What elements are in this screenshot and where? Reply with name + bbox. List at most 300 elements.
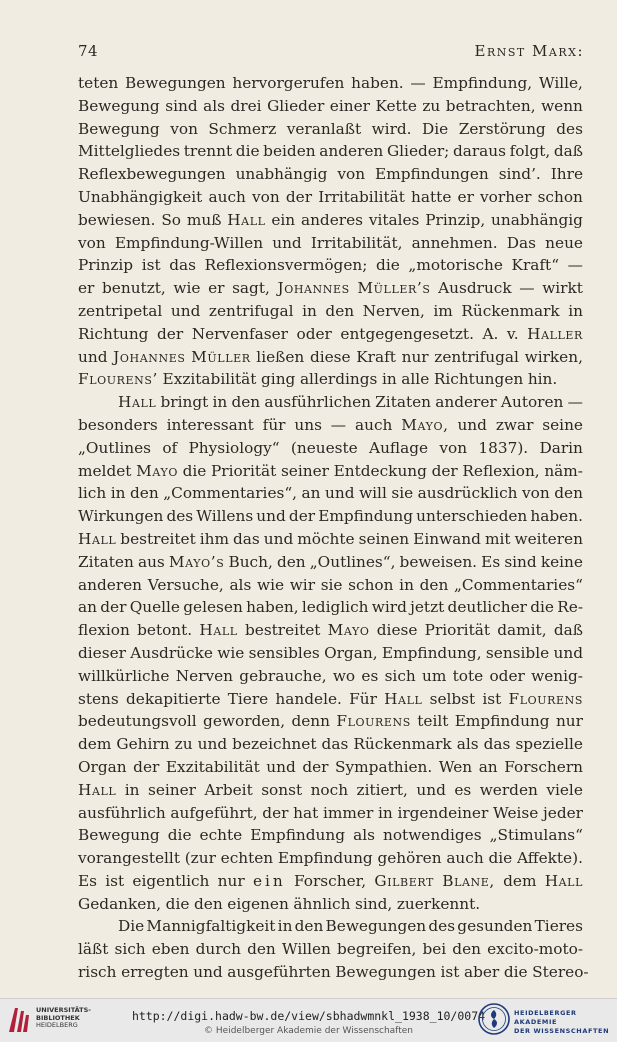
word: Organ [78, 757, 127, 776]
word: Irritabilität, [310, 233, 403, 252]
word: der [262, 803, 289, 822]
word: unabhängig [491, 210, 583, 229]
text-line [78, 847, 583, 870]
word: (zur [184, 849, 216, 868]
word: durch [195, 940, 241, 959]
word: excito-moto- [487, 940, 583, 959]
word: Johannes [277, 279, 350, 298]
word: dem [78, 735, 112, 754]
word: Reflexion, [462, 461, 540, 480]
word: will [359, 484, 387, 503]
word: die [376, 256, 400, 275]
word: Empfindung [318, 507, 414, 526]
word: Das [506, 233, 537, 252]
word: bei [422, 940, 447, 959]
academy-name-line-1: HEIDELBERGER AKADEMIE [514, 1009, 577, 1026]
word: ihm [199, 529, 229, 548]
word: bewiesen. [78, 210, 156, 229]
word: eben [151, 940, 190, 959]
text-line [78, 300, 583, 323]
word: von [439, 438, 468, 457]
text-line [78, 915, 583, 938]
word: der [431, 461, 458, 480]
text-line [78, 368, 583, 391]
academy-seal-icon [478, 1003, 510, 1035]
word: sonst [261, 780, 303, 799]
word: Empfindung [454, 712, 550, 731]
word: begreifen, [337, 940, 417, 959]
copyright-notice: © Heidelberger Akademie der Wissenschaften [204, 1026, 413, 1036]
word: „Outlines“, [309, 552, 396, 571]
word: die [165, 894, 190, 913]
word: Kraft“ [511, 256, 560, 275]
text-line [78, 619, 583, 642]
word: an [301, 484, 321, 503]
word: Johannes [113, 347, 186, 366]
word: viele [546, 780, 583, 799]
word: So [161, 210, 182, 229]
word: deutlicher [447, 598, 527, 617]
word: sind, [355, 894, 393, 913]
word: in [381, 370, 397, 389]
word: echte [199, 826, 243, 845]
word: diese [376, 621, 418, 640]
word: vorangestellt [78, 849, 180, 868]
word: willkürliche [78, 666, 170, 685]
word: an [478, 757, 498, 776]
word: den [325, 301, 355, 320]
word: Re- [557, 598, 583, 617]
word: gehören [377, 849, 442, 868]
word: für [262, 415, 286, 434]
word: oder [489, 666, 525, 685]
word: Prinzip [78, 256, 134, 275]
word: den [294, 917, 324, 936]
word: „Commentaries“, [163, 484, 298, 503]
word: bestreitet [244, 621, 321, 640]
word: eigentlich [132, 871, 210, 890]
word: „Outlines [78, 438, 152, 457]
word: anderen [78, 575, 143, 594]
word: und [553, 643, 583, 662]
word: und [325, 484, 355, 503]
word: seiner [280, 461, 329, 480]
word: sind [504, 552, 537, 571]
word: besonders [78, 415, 158, 434]
word: Exzitabilität [165, 757, 260, 776]
word: wird. [371, 119, 412, 138]
word: an [78, 598, 97, 617]
word: jetzt [410, 598, 445, 617]
word: sie [320, 575, 343, 594]
word: der [285, 187, 313, 206]
word: Gehirn [116, 735, 170, 754]
word: Zerstörung [458, 119, 546, 138]
word: der [157, 324, 184, 343]
word: der [302, 757, 329, 776]
word: wirkt [542, 279, 583, 298]
word: schon [537, 187, 583, 206]
word: ein [271, 210, 296, 229]
source-url-link[interactable]: http://digi.hadw-bw.de/view/sbhadwmnkl_1938_10/0074 [131, 1009, 486, 1023]
word: den [231, 393, 261, 412]
word: Empfindung [250, 826, 346, 845]
word: Bewegung [78, 826, 160, 845]
word: „motorische [408, 256, 503, 275]
word: wie [256, 575, 285, 594]
word: keine [540, 552, 583, 571]
word: und [416, 780, 446, 799]
word: hervorgerufen [232, 74, 345, 92]
word: zu [422, 96, 441, 115]
word: Exzitabilität [162, 370, 257, 389]
text-line [78, 756, 583, 779]
text-line [78, 437, 583, 460]
word: — [519, 279, 535, 298]
word: „Commentaries“ [453, 575, 583, 594]
text-line [78, 596, 583, 619]
word: von [252, 187, 280, 206]
word: muß [186, 210, 222, 229]
word: drei [230, 96, 262, 115]
text-line [78, 642, 583, 665]
word: Nerven, [362, 301, 425, 320]
word: beweisen. [399, 552, 478, 571]
word: Physiology“ [188, 438, 280, 457]
word: nur [555, 712, 583, 731]
word: daß [553, 142, 583, 161]
word: zuerkennt. [396, 894, 481, 913]
word: zu [174, 735, 193, 754]
word: schon [348, 575, 394, 594]
text-line [78, 574, 583, 597]
word: Priorität [210, 461, 277, 480]
word: zitiert, [356, 780, 408, 799]
word: folgt, [509, 142, 551, 161]
text-line [78, 460, 583, 483]
word: ausführlich [78, 803, 166, 822]
word: — [410, 74, 426, 92]
text-line [78, 870, 583, 893]
word: die [167, 826, 192, 845]
word: von [522, 484, 550, 503]
uni-name-line-3: HEIDELBERG [36, 1021, 78, 1029]
text-line [78, 824, 583, 847]
word: in [399, 575, 414, 594]
word: ausführlichen [264, 393, 371, 412]
word: er [457, 187, 474, 206]
word: aufgeführt, [170, 803, 258, 822]
word: handele. [275, 689, 342, 708]
word: Kraft [356, 347, 396, 366]
word: Irritabilität [318, 187, 405, 206]
word: echten [220, 849, 274, 868]
word: den [247, 940, 276, 959]
word: der [133, 757, 160, 776]
word: Buch, [228, 552, 273, 571]
word: diese [309, 347, 351, 366]
word: Forschern [504, 757, 583, 776]
word: als [353, 826, 375, 845]
word: Tiere [227, 689, 269, 708]
word: Mayo [136, 461, 178, 480]
word: noch [310, 780, 349, 799]
word: den [419, 575, 449, 594]
word: Reflexionsvermögen; [204, 256, 368, 275]
word: Zitaten [375, 393, 432, 412]
word: in [212, 393, 228, 412]
word: in [377, 803, 393, 822]
word: entgegengesetzt. [340, 324, 474, 343]
word: Gilbert [374, 871, 434, 890]
word: unabhängig [235, 165, 328, 184]
word: in [124, 780, 140, 799]
word: Zitaten [78, 552, 134, 571]
word: teten [78, 74, 119, 92]
word: wo [332, 666, 356, 685]
uni-name-line-1: UNIVERSITÄTS- [36, 1006, 91, 1014]
word: anderes [300, 210, 363, 229]
footer-bar [0, 998, 617, 1042]
word: lich [78, 484, 107, 503]
word: näm- [544, 461, 583, 480]
word: flexion [78, 621, 130, 640]
word: und [197, 735, 228, 754]
word: das [483, 735, 511, 754]
word: in [277, 917, 293, 936]
page-number: 74 [78, 42, 99, 60]
word: sind [165, 96, 198, 115]
text-line [78, 232, 583, 255]
word: Organ, [324, 643, 378, 662]
word: Es [78, 871, 98, 890]
word: Empfindung, [381, 643, 482, 662]
word: Hall [544, 871, 583, 890]
word: Bewegungen [335, 963, 436, 982]
word: das [321, 735, 349, 754]
academy-name [514, 1009, 617, 1036]
word: of [162, 438, 178, 457]
word: ist [440, 963, 460, 982]
word: ausdrücklich [417, 484, 518, 503]
word: gesunden [457, 917, 533, 936]
word: Darin [539, 438, 583, 457]
word: Hall [78, 780, 117, 799]
word: des [428, 917, 456, 936]
word: vorher [480, 187, 532, 206]
word: den [452, 940, 481, 959]
word: oder [296, 324, 332, 343]
word: von [337, 165, 366, 184]
word: anderer [435, 393, 497, 412]
word: Mayo’s [168, 552, 225, 571]
word: Tieres [534, 917, 583, 936]
word: Müller’s [357, 279, 431, 298]
word: Affekte). [516, 849, 583, 868]
word: es [361, 666, 379, 685]
running-head: Ernst Marx: [474, 42, 584, 60]
word: Quelle [129, 598, 180, 617]
word: dieser [78, 643, 126, 662]
word: selbst [429, 689, 476, 708]
word: ist [482, 689, 502, 708]
word: und [170, 301, 201, 320]
word: interessant [166, 415, 254, 434]
word: Richtung [78, 324, 149, 343]
word: wenig- [531, 666, 583, 685]
word: wir [289, 575, 316, 594]
word: Haller [527, 324, 583, 343]
word: Unabhängigkeit [78, 187, 203, 206]
word: als [456, 735, 479, 754]
word: Blane, [442, 871, 495, 890]
page-header [78, 42, 584, 64]
text-line [78, 323, 583, 346]
word: hatte [411, 187, 452, 206]
word: die [530, 598, 554, 617]
word: des [166, 507, 194, 526]
word: und [263, 529, 294, 548]
word: ist [105, 871, 125, 890]
word: der [100, 598, 127, 617]
text-line [78, 733, 583, 756]
word: gelesen [183, 598, 243, 617]
word: die [488, 849, 513, 868]
text-line [78, 528, 583, 551]
word: v. [506, 324, 519, 343]
word: Hall [78, 529, 117, 548]
text-line [78, 802, 583, 825]
text-line [78, 414, 583, 437]
word: Flourens [508, 689, 583, 708]
word: „Stimulans“ [489, 826, 583, 845]
word: irgendeiner [397, 803, 489, 822]
text-line [78, 209, 583, 232]
word: Hall [384, 689, 423, 708]
word: ähnlich [293, 894, 351, 913]
word: und [272, 233, 302, 252]
word: Schmerz [208, 119, 277, 138]
word: bestreitet [120, 529, 196, 548]
word: Priorität [424, 621, 490, 640]
word: das [169, 256, 196, 275]
word: seine [542, 415, 583, 434]
word: den [130, 484, 159, 503]
word: und [266, 757, 296, 776]
word: zentripetal [78, 301, 163, 320]
word: sich [114, 940, 146, 959]
word: um [422, 666, 447, 685]
word: Flourens’ [78, 370, 158, 389]
word: Hall [118, 393, 157, 412]
word: Die [118, 917, 145, 936]
word: Bewegungen [125, 74, 226, 92]
uni-name-line-2: BIBLIOTHEK [36, 1013, 80, 1022]
word: Sympathien. [335, 757, 433, 776]
word: denn [291, 712, 331, 731]
word: Mannigfaltigkeit [146, 917, 276, 936]
word: Wille, [538, 74, 583, 92]
word: Empfindung [277, 849, 373, 868]
word: Willen [281, 940, 331, 959]
word: Ausdruck [438, 279, 512, 298]
word: und [457, 415, 487, 434]
word: betrachten, [445, 96, 536, 115]
word: wenn [541, 96, 583, 115]
word: Reflexbewegungen [78, 165, 226, 184]
word: nur [401, 347, 429, 366]
word: hin. [527, 370, 558, 389]
word: dekapitierte [125, 689, 221, 708]
text-line [78, 688, 583, 711]
word: auch [208, 187, 246, 206]
word: sagt, [232, 279, 270, 298]
word: die [182, 461, 207, 480]
word: Einwand [413, 529, 481, 548]
word: — [567, 256, 583, 275]
word: bezeichnet [232, 735, 317, 754]
word: eigenen [227, 894, 289, 913]
text-line [78, 391, 583, 414]
word: in [110, 484, 126, 503]
word: er [208, 279, 225, 298]
word: die [503, 963, 528, 982]
word: sensible [485, 643, 550, 662]
word: Es [481, 552, 501, 571]
word: — [567, 393, 583, 412]
word: jeder [543, 803, 583, 822]
word: Gedanken, [78, 894, 162, 913]
word: Für [349, 689, 377, 708]
word: das [233, 529, 260, 548]
word: weiteren [514, 529, 583, 548]
word: vitales [368, 210, 420, 229]
text-line [78, 95, 583, 118]
text-line [78, 254, 583, 277]
word: uns [294, 415, 322, 434]
word: daraus [452, 142, 506, 161]
word: unterschieden [416, 507, 528, 526]
word: Nerven [175, 666, 234, 685]
word: wie [217, 643, 245, 662]
word: anderen [319, 142, 384, 161]
word: aber [463, 963, 500, 982]
word: beiden [263, 142, 316, 161]
body-text [78, 72, 589, 984]
word: Bewegung [78, 96, 160, 115]
text-line [78, 346, 583, 369]
word: Empfindung, [432, 74, 533, 92]
word: ein [252, 871, 286, 890]
word: sensibles [248, 643, 320, 662]
word: als [203, 96, 225, 115]
text-line [78, 118, 583, 141]
word: immer [323, 803, 374, 822]
word: Empfindungen [375, 165, 489, 184]
word: er [78, 279, 95, 298]
word: trennt [183, 142, 233, 161]
word: neue [545, 233, 583, 252]
word: geworden, [203, 712, 286, 731]
word: Arbeit [204, 780, 253, 799]
word: Autoren [500, 393, 564, 412]
word: Versuche, [147, 575, 224, 594]
word: in [302, 301, 317, 320]
word: Rückenmark [461, 301, 560, 320]
word: nur [217, 871, 245, 890]
word: Nervenfaser [191, 324, 288, 343]
word: sie [391, 484, 414, 503]
